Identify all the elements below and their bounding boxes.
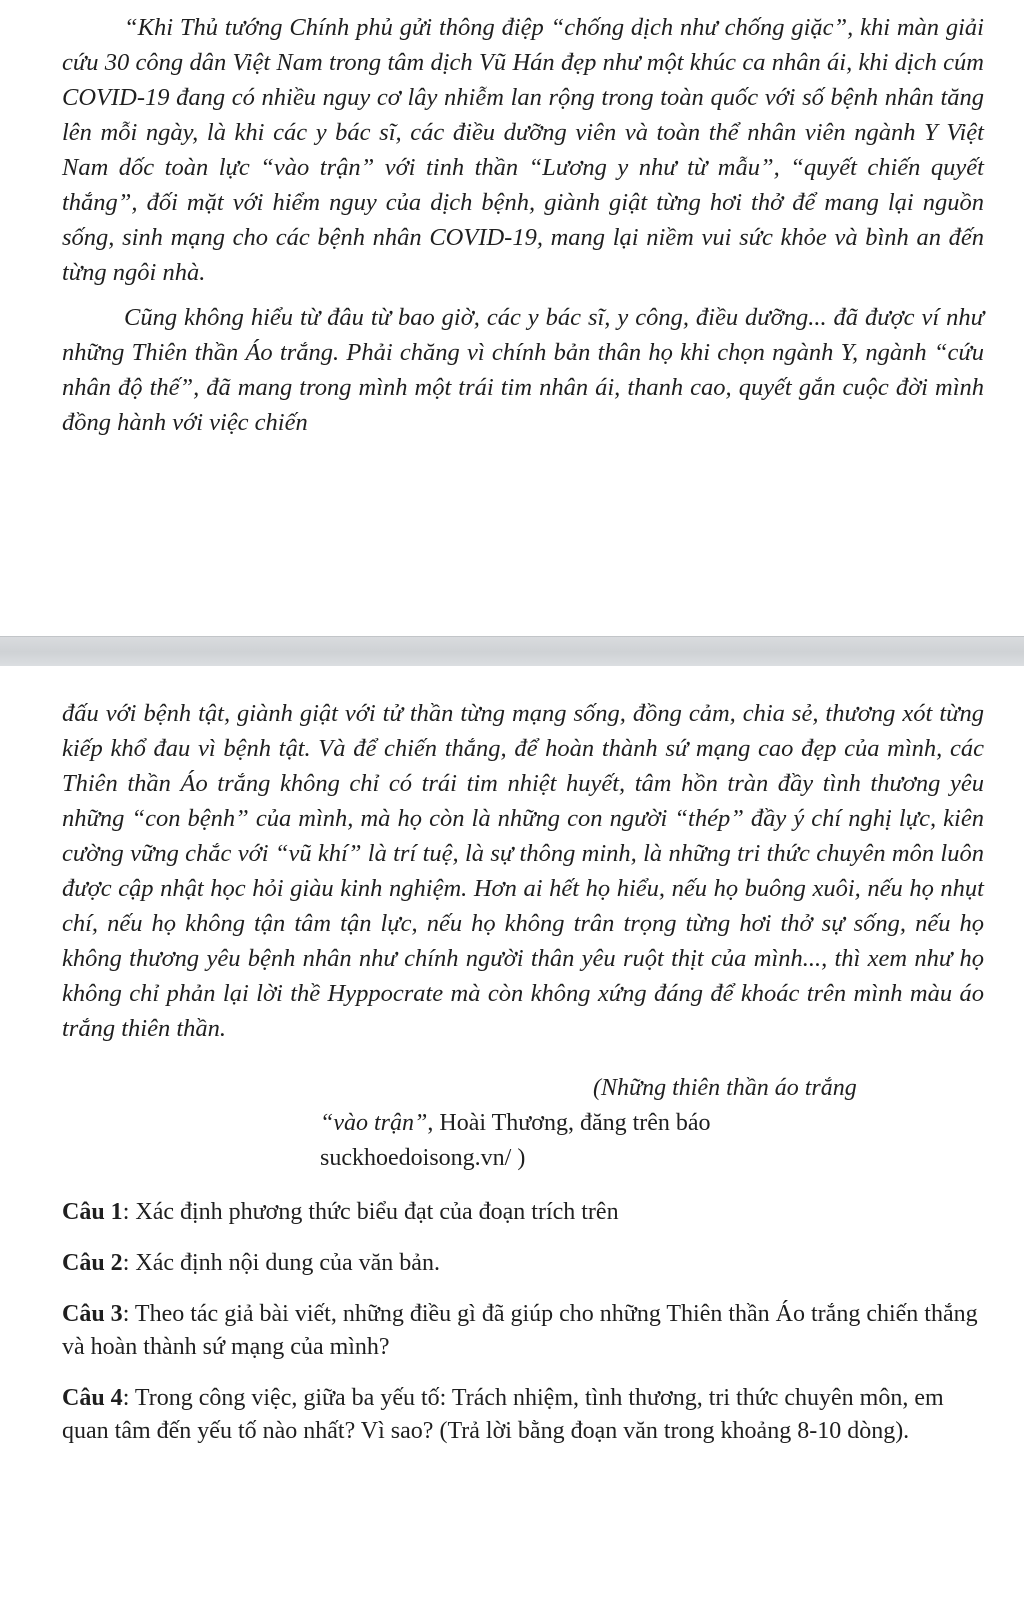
citation-website: suckhoedoisong.vn/ ) — [320, 1145, 526, 1171]
excerpt-paragraph-2-start: Cũng không hiểu từ đâu từ bao giờ, các y bác sĩ, y công, điều dưỡng... đã được ví như những Thiên thần Áo trắng. Phải chăng vì chính bản thân họ khi chọn ngành Y, ngành “cứu nhân độ thế”, đã mang trong mình một trái tim nhân ái, thanh cao, quyết gắn cuộc đời mình đồng hành với việc chiến — [62, 304, 984, 436]
question-1 — [62, 1196, 984, 1229]
question-3-label: Câu 3 — [62, 1301, 123, 1327]
page-break-gap — [0, 636, 1024, 668]
question-4 — [62, 1382, 984, 1448]
document-page-top — [0, 0, 1024, 636]
question-2-label: Câu 2 — [62, 1250, 123, 1276]
question-1-label: Câu 1 — [62, 1199, 123, 1225]
excerpt-paragraph-2-continued: đấu với bệnh tật, giành giật với tử thần từng mạng sống, đồng cảm, chia sẻ, thương xót từng kiếp khổ đau vì bệnh tật. Và để chiến thắng, để hoàn thành sứ mạng cao đẹp của mình, các Thiên thần Áo trắng không chỉ có trái tim nhiệt huyết, tâm hồn tràn đầy tình thương yêu những “con bệnh” của mình, mà họ còn là những con người “thép” đầy ý chí nghị lực, kiên cường vững chắc với “vũ khí” là trí tuệ, là sự thông minh, là những tri thức chuyên môn luôn được cập nhật học hỏi giàu kinh nghiệm. Hơn ai hết họ hiểu, nếu họ buông xuôi, nếu họ nhụt chí, nếu họ không tận tâm tận lực, nếu họ không trân trọng từng hơi thở sự sống, nếu họ không thương yêu bệnh nhân như chính người thân yêu ruột thịt của mình..., thì xem như họ không chỉ phản lại lời thề Hyppocrate mà còn không xứng đáng để khoác trên mình màu áo trắng thiên thần. — [62, 700, 984, 1042]
excerpt-paragraph-1: “Khi Thủ tướng Chính phủ gửi thông điệp “chống dịch như chống giặc”, khi màn giải cứu 30 công dân Việt Nam trong tâm dịch Vũ Hán đẹp như một khúc ca nhân ái, khi dịch cúm COVID-19 đang có nhiều nguy cơ lây nhiễm lan rộng trong toàn quốc với số bệnh nhân tăng lên mỗi ngày, là khi các y bác sĩ, các điều dưỡng viên và toàn thể nhân viên ngành Y Việt Nam dốc toàn lực “vào trận” với tinh thần “Lương y như từ mẫu”, “quyết chiến quyết thắng”, đối mặt với hiểm nguy của dịch bệnh, giành giật từng hơi thở để mang lại nguồn sống, sinh mạng cho các bệnh nhân COVID-19, mang lại niềm vui sức khỏe và bình an đến từng ngôi nhà. — [62, 14, 984, 286]
citation-author-source: , Hoài Thương, đăng trên báo — [427, 1110, 711, 1136]
question-2 — [62, 1247, 984, 1280]
question-3-text: : Theo tác giả bài viết, những điều gì đã giúp cho những Thiên thần Áo trắng chiến thắng và hoàn thành sứ mạng của mình? — [62, 1301, 978, 1360]
source-citation — [62, 1071, 984, 1176]
question-3 — [62, 1298, 984, 1364]
question-4-text: : Trong công việc, giữa ba yếu tố: Trách nhiệm, tình thương, tri thức chuyên môn, em quan tâm đến yếu tố nào nhất? Vì sao? (Trả lời bằng đoạn văn trong khoảng 8-10 dòng). — [62, 1385, 944, 1444]
question-4-label: Câu 4 — [62, 1385, 123, 1411]
citation-title-open: (Những thiên thần áo trắng — [593, 1075, 857, 1101]
question-2-text: : Xác định nội dung của văn bản. — [122, 1250, 440, 1276]
citation-title-end: “vào trận” — [320, 1110, 428, 1136]
question-1-text: : Xác định phương thức biểu đạt của đoạn trích trên — [122, 1199, 619, 1225]
document-page-bottom — [0, 666, 1024, 1612]
